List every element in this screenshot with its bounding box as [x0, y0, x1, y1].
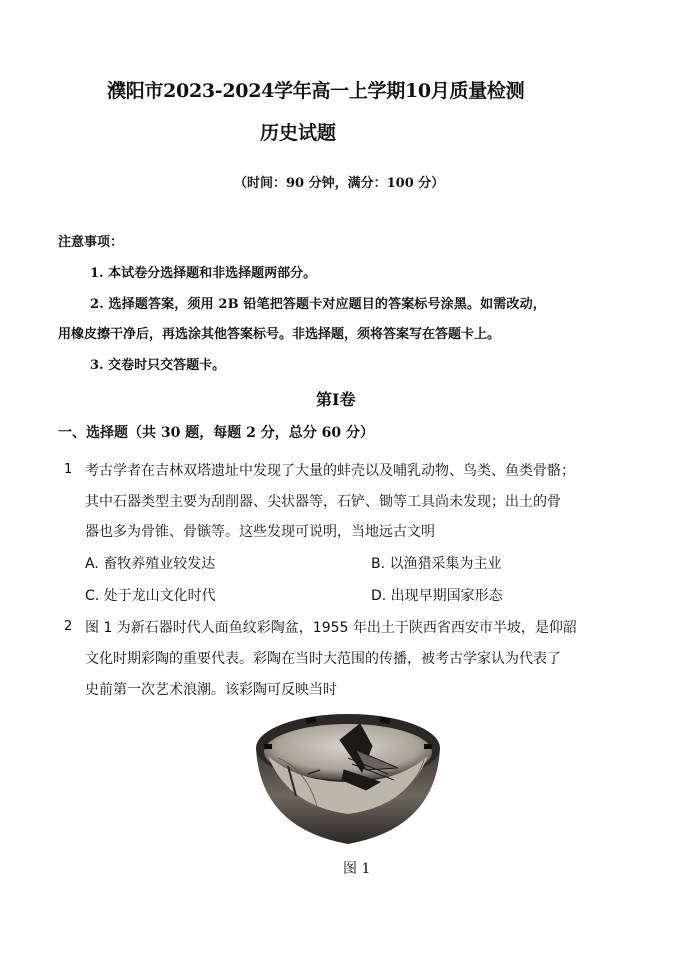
- question-number: 1: [64, 462, 73, 477]
- pottery-basin-figure: [248, 710, 448, 850]
- question-line: 器也多为骨锥、骨镞等。这些发现可说明，当地远古文明: [85, 524, 435, 540]
- notice-item-1: 1. 本试卷分选择题和非选择题两部分。: [90, 266, 317, 281]
- question-line: 其中石器类型主要为刮削器、尖状器等，石铲、锄等工具尚未发现；出土的骨: [85, 494, 561, 510]
- option-c: C. 处于龙山文化时代: [85, 588, 216, 604]
- figure-caption: 图 1: [343, 861, 371, 877]
- question-line: 史前第一次艺术浪潮。该彩陶可反映当时: [85, 682, 337, 698]
- option-d: D. 出现早期国家形态: [371, 588, 503, 604]
- option-b: B. 以渔猎采集为主业: [371, 556, 502, 572]
- section-title: 一、选择题（共 30 题，每题 2 分，总分 60 分）: [58, 425, 374, 441]
- question-line: 文化时期彩陶的重要代表。彩陶在当时大范围的传播，被考古学家认为代表了: [85, 651, 561, 667]
- volume-label: 第Ⅰ卷: [316, 390, 356, 409]
- notice-title: 注意事项：: [58, 235, 124, 250]
- question-line: 图 1 为新石器时代人面鱼纹彩陶盆，1955 年出土于陕西省西安市半坡，是仰韶: [85, 620, 577, 636]
- notice-item-2-cont: 用橡皮擦干净后，再选涂其他答案标号。非选择题，须将答案写在答题卡上。: [58, 327, 501, 342]
- time-score-note: （时间：90 分钟，满分：100 分）: [234, 176, 445, 191]
- notice-item-2: 2. 选择题答案，须用 2B 铅笔把答题卡对应题目的答案标号涂黑。如需改动，: [90, 297, 546, 312]
- question-line: 考古学者在吉林双塔遗址中发现了大量的蚌壳以及哺乳动物、鸟类、鱼类骨骼；: [85, 463, 575, 479]
- question-number: 2: [64, 619, 73, 634]
- notice-item-3: 3. 交卷时只交答题卡。: [90, 358, 226, 373]
- option-a: A. 畜牧养殖业较发达: [85, 556, 216, 572]
- exam-subject: 历史试题: [260, 122, 337, 144]
- exam-title: 濮阳市2023-2024学年高一上学期10月质量检测: [107, 80, 525, 102]
